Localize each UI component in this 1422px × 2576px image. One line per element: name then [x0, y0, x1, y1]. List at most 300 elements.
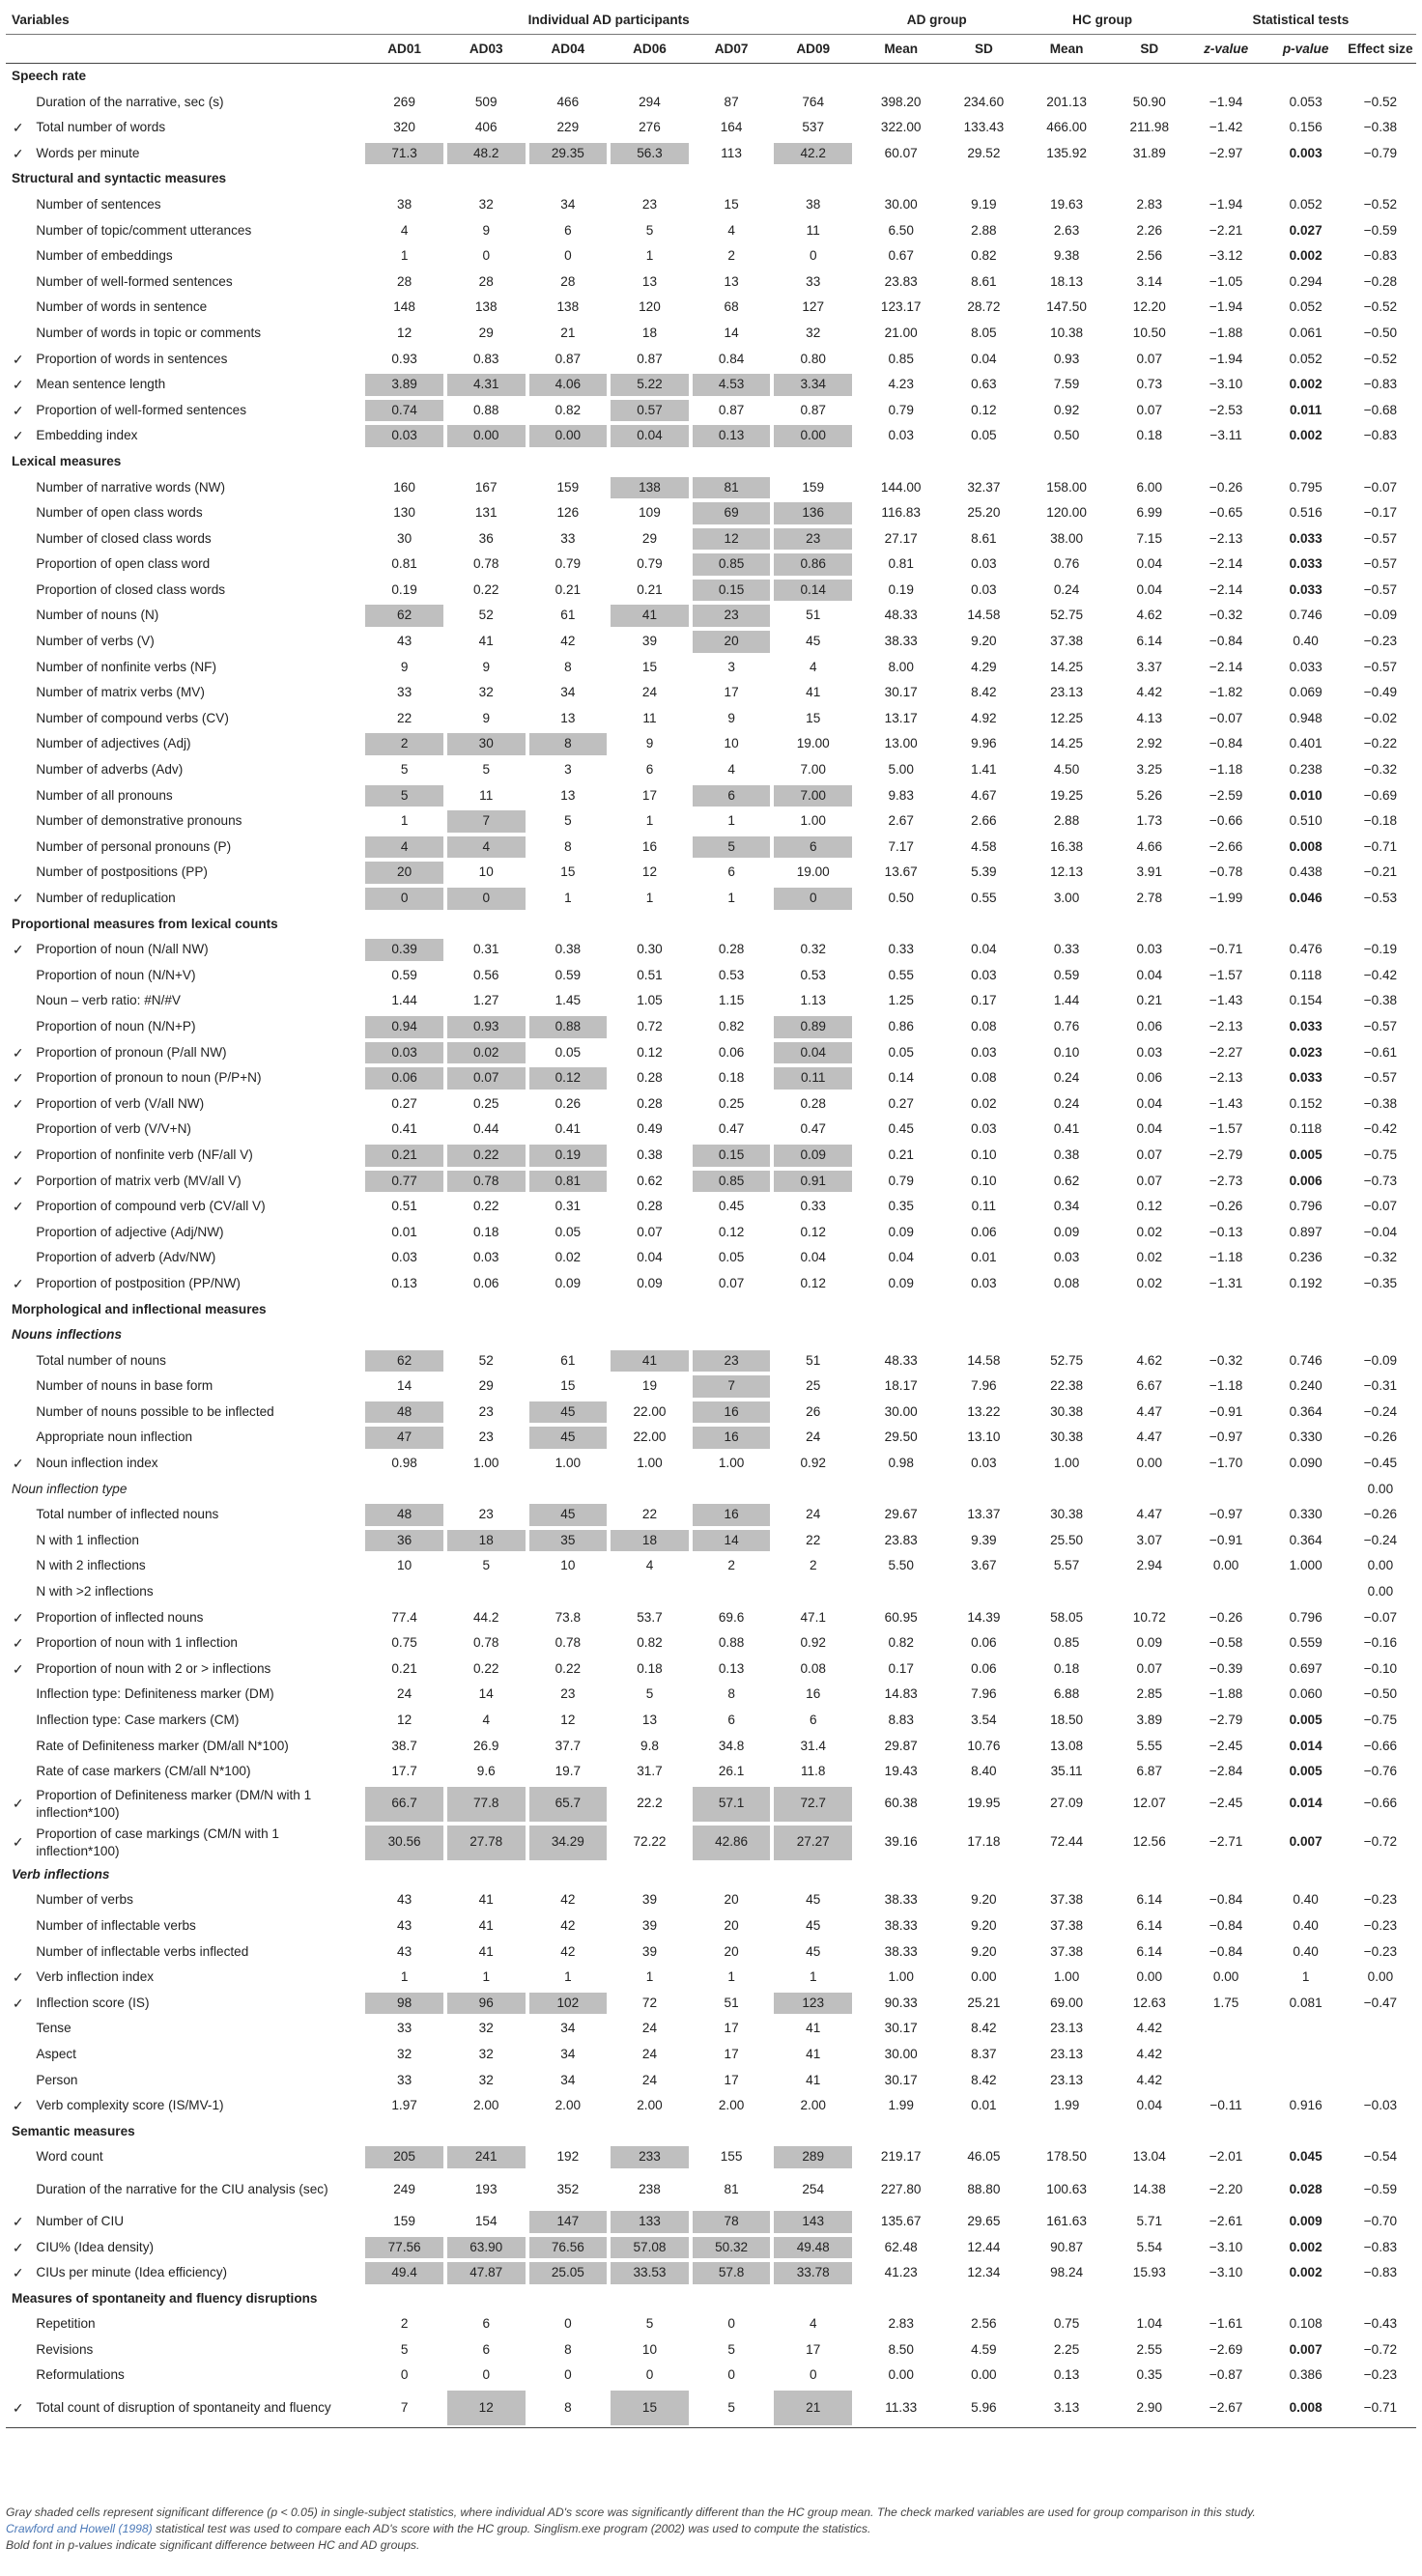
participant-cell: 17 [641, 787, 658, 803]
group-stat-cell: 30.17 [884, 685, 918, 700]
test-stat-cell: 0.002 [1289, 377, 1322, 392]
participant-cell: 30.56 [363, 1824, 445, 1862]
variable-label: CIUs per minute (Idea efficiency) [36, 2265, 228, 2280]
participant-cell: 63.90 [445, 2235, 527, 2261]
participant-cell: 0.31 [555, 1199, 582, 1214]
test-stat-cell: 0.006 [1289, 1173, 1322, 1188]
table-row [6, 835, 1416, 861]
participant-cell: 0.21 [363, 1143, 445, 1169]
test-stat-cell: −0.22 [1363, 736, 1398, 751]
group-stat-cell: 1.00 [1053, 1456, 1080, 1471]
group-stat-cell: 6.67 [1136, 1378, 1163, 1394]
participant-cell: 33 [560, 530, 576, 546]
variable-label: Person [36, 2072, 78, 2087]
subsection-header-row [6, 1322, 1416, 1348]
participant-cell: 34 [560, 2072, 576, 2087]
test-stat-cell: −0.69 [1363, 787, 1398, 803]
test-stat-cell: −0.07 [1363, 479, 1398, 495]
group-stat-cell: 0.06 [971, 1660, 997, 1676]
table-row [6, 963, 1416, 989]
participant-cell: 23 [772, 526, 854, 552]
effect-size-cell: 0.00 [1367, 1481, 1394, 1496]
variable-label: Inflection type: Definiteness marker (DM) [36, 1686, 274, 1702]
check-mark-icon [6, 629, 30, 655]
test-stat-cell: −1.42 [1209, 120, 1243, 135]
test-stat-cell: −0.66 [1363, 1738, 1398, 1753]
participant-cell: 0.93 [391, 351, 417, 366]
participant-cell: 4 [727, 222, 735, 238]
participant-cell: 1.45 [555, 993, 582, 1008]
participant-cell: 1 [564, 1969, 572, 1985]
group-stat-cell: 0.06 [1136, 1070, 1163, 1086]
test-stat-cell: −0.87 [1209, 2367, 1243, 2383]
check-mark-icon: ✓ [12, 942, 24, 958]
group-stat-cell: 29.50 [884, 1430, 918, 1445]
section-header-row [6, 2286, 1416, 2312]
group-stat-cell: 2.25 [1053, 2341, 1080, 2357]
col-header: Effect size [1345, 35, 1416, 64]
participant-cell: 0.87 [718, 402, 745, 417]
participant-cell: 76.56 [527, 2235, 610, 2261]
participant-cell: 69.6 [718, 1609, 745, 1625]
table-row [6, 757, 1416, 783]
group-stat-cell: 0.09 [888, 1224, 914, 1239]
test-stat-cell: −0.72 [1363, 2341, 1398, 2357]
participant-cell: 241 [445, 2144, 527, 2170]
participant-cell: 42 [560, 1892, 576, 1908]
participant-cell: 10 [560, 1558, 576, 1573]
participant-cell: 126 [556, 505, 580, 521]
participant-cell: 0.79 [555, 556, 582, 572]
variable-label: Proportion of inflected nouns [36, 1609, 204, 1625]
participant-cell: 51 [806, 1352, 821, 1368]
table-row [6, 1656, 1416, 1683]
participant-cell: 32 [478, 2072, 494, 2087]
group-stat-cell: 30.00 [884, 196, 918, 212]
variable-label: Tense [36, 2021, 71, 2036]
col-header: z-value [1185, 35, 1267, 64]
group-stat-cell: 52.75 [1050, 1352, 1084, 1368]
participant-cell: 34 [560, 196, 576, 212]
test-stat-cell: −0.26 [1363, 1430, 1398, 1445]
table-row [6, 1502, 1416, 1528]
group-stat-cell: 4.42 [1136, 2072, 1163, 2087]
participant-cell: 56.3 [609, 141, 691, 167]
group-stat-cell: 234.60 [963, 94, 1005, 109]
test-stat-cell: 0.152 [1289, 1095, 1322, 1111]
participant-cell: 77.56 [363, 2235, 445, 2261]
participant-cell: 0.51 [391, 1199, 417, 1214]
group-stat-cell: 0.45 [888, 1121, 914, 1137]
check-mark-icon [6, 218, 30, 244]
participant-cell: 11 [479, 787, 494, 803]
test-stat-cell: −0.26 [1209, 1609, 1243, 1625]
group-stat-cell: 9.20 [971, 1917, 997, 1933]
group-stat-cell: 0.21 [1136, 993, 1163, 1008]
variable-label: Proportion of verb (V/all NW) [36, 1095, 205, 1111]
group-stat-cell: 6.00 [1136, 479, 1163, 495]
participant-cell: 25.05 [527, 2260, 610, 2286]
group-stat-cell: 0.04 [1136, 2098, 1163, 2113]
test-stat-cell: 0.294 [1289, 273, 1322, 289]
participant-cell: 294 [639, 94, 661, 109]
participant-cell: 11.8 [800, 1764, 826, 1779]
col-header: SD [948, 35, 1019, 64]
participant-cell: 14 [478, 1686, 494, 1702]
test-stat-cell: −0.13 [1209, 1224, 1243, 1239]
group-stat-cell: 14.83 [884, 1686, 918, 1702]
variable-label: Number of reduplication [36, 891, 176, 905]
participant-cell: 62 [363, 603, 445, 629]
group-stat-cell: 13.67 [884, 864, 918, 880]
group-stat-cell: 0.18 [1136, 428, 1163, 443]
group-stat-cell: 0.41 [1053, 1121, 1080, 1137]
participant-cell: 138 [609, 475, 691, 501]
group-stat-cell: 3.89 [1136, 1713, 1163, 1727]
check-mark-icon [6, 321, 30, 347]
participant-cell: 38 [397, 196, 412, 212]
participant-cell: 33 [397, 685, 412, 700]
group-stat-cell: 41.23 [884, 2265, 918, 2280]
group-stat-cell: 0.02 [971, 1095, 997, 1111]
participant-cell: 53.7 [637, 1609, 663, 1625]
participant-cell: 16 [806, 1686, 821, 1702]
test-stat-cell: 0.697 [1289, 1660, 1322, 1676]
group-stat-cell: 35.11 [1050, 1764, 1083, 1779]
check-mark-icon [6, 1502, 30, 1528]
participant-cell: 10 [724, 736, 739, 751]
group-stat-cell: 158.00 [1046, 479, 1087, 495]
test-stat-cell: 0.060 [1289, 1686, 1322, 1702]
group-stat-cell: 0.12 [971, 402, 997, 417]
group-stat-cell: 4.59 [971, 2341, 997, 2357]
participant-cell: 0.53 [800, 967, 826, 982]
participant-cell: 0.03 [391, 1250, 417, 1265]
check-mark-icon [6, 603, 30, 629]
participant-cell: 0.51 [637, 967, 663, 982]
test-stat-cell: 0.023 [1289, 1044, 1322, 1060]
test-stat-cell: 0.008 [1289, 838, 1322, 854]
test-stat-cell [1185, 2042, 1267, 2068]
check-mark-icon [6, 1220, 30, 1246]
participant-cell: 15 [609, 2389, 691, 2428]
test-stat-cell: −2.53 [1209, 402, 1243, 417]
test-stat-cell [1345, 2042, 1416, 2068]
table-row [6, 398, 1416, 424]
table-row [6, 1194, 1416, 1220]
participant-cell: 2 [727, 1558, 735, 1573]
test-stat-cell: −0.71 [1209, 942, 1243, 957]
group-stat-cell: 8.42 [971, 2072, 997, 2087]
variable-label: Number of postpositions (PP) [36, 864, 208, 880]
participant-cell: 34 [560, 2046, 576, 2061]
table-row [6, 2337, 1416, 2364]
participant-cell: 0.03 [363, 1040, 445, 1066]
table-row [6, 141, 1416, 167]
test-stat-cell: −0.84 [1209, 736, 1243, 751]
group-stat-cell: 1.00 [1053, 1969, 1080, 1985]
participant-cell: 17.7 [391, 1764, 417, 1779]
participant-cell: 13 [724, 273, 739, 289]
variable-label: Number of matrix verbs (MV) [36, 685, 205, 700]
participant-cell: 12 [691, 526, 773, 552]
test-stat-cell: −0.42 [1363, 967, 1398, 982]
citation-link[interactable]: Crawford and Howell (1998) [6, 2522, 153, 2535]
participant-cell: 42 [560, 1943, 576, 1959]
participant-cell: 30 [445, 731, 527, 757]
participant-cell: 9 [727, 710, 735, 725]
participant-cell: 0 [727, 2316, 735, 2332]
test-stat-cell: −0.57 [1363, 581, 1398, 597]
check-mark-icon: ✓ [12, 1796, 24, 1812]
participant-cell: 0 [809, 2367, 817, 2383]
group-stat-cell: 0.35 [888, 1199, 914, 1214]
participant-cell: 131 [474, 505, 498, 521]
participant-cell: 12 [641, 864, 658, 880]
participant-cell: 19.00 [796, 736, 830, 751]
participant-cell: 20 [363, 860, 445, 886]
participant-cell: 192 [556, 2149, 580, 2165]
test-stat-cell: −2.14 [1209, 581, 1243, 597]
participant-cell: 41 [478, 1917, 494, 1933]
group-stat-cell: 90.33 [884, 1995, 918, 2010]
test-stat-cell: −0.84 [1209, 1917, 1243, 1933]
group-stat-cell: 0.55 [971, 891, 997, 905]
test-stat-cell: 0.118 [1290, 967, 1322, 982]
col-header: AD07 [691, 35, 773, 64]
variable-label: Number of all pronouns [36, 787, 173, 803]
test-stat-cell: −2.67 [1185, 2389, 1267, 2428]
test-stat-cell: −3.10 [1209, 2239, 1243, 2254]
group-stat-cell: 10.50 [1132, 325, 1166, 340]
group-stat-cell: 13.17 [884, 710, 918, 725]
test-stat-cell: 0.052 [1289, 351, 1322, 366]
variable-label: Verb complexity score (IS/MV-1) [36, 2098, 224, 2113]
group-stat-cell: 48.33 [884, 608, 918, 623]
group-stat-cell: 0.07 [1136, 1173, 1163, 1188]
participant-cell: 159 [393, 2213, 415, 2228]
test-stat-cell: 0.156 [1289, 120, 1322, 135]
table-footnotes [6, 2505, 1416, 2554]
group-stat-cell: 0.86 [888, 1018, 914, 1033]
group-stat-cell: 0.04 [1136, 556, 1163, 572]
group-stat-cell: 2.67 [888, 813, 914, 829]
participant-cell: 9 [482, 222, 490, 238]
participant-cell: 14 [691, 1528, 773, 1554]
test-stat-cell: 0.240 [1289, 1378, 1322, 1394]
test-stat-cell [1266, 2068, 1344, 2094]
participant-cell: 43 [397, 634, 412, 649]
check-mark-icon: ✓ [12, 1969, 24, 1986]
participant-cell: 5 [691, 835, 773, 861]
subnote-row [6, 1477, 1416, 1503]
group-stat-cell: 6.50 [888, 222, 914, 238]
footnote-method [6, 2521, 1416, 2537]
variable-label: Total number of inflected nouns [36, 1507, 219, 1522]
footnote-bold: Bold font in p-values indicate significant difference between HC and AD groups. [6, 2538, 420, 2552]
table-row [6, 731, 1416, 757]
group-stat-cell: 3.07 [1136, 1532, 1163, 1547]
participant-cell: 0.09 [555, 1275, 582, 1290]
table-row [6, 578, 1416, 604]
participant-cell: 1 [727, 1969, 735, 1985]
check-mark-icon [6, 1887, 30, 1913]
participant-cell: 0.00 [527, 423, 610, 449]
participant-cell: 0.03 [363, 423, 445, 449]
participant-cell: 0.84 [718, 351, 745, 366]
participant-cell: 0.04 [637, 1250, 663, 1265]
participant-cell: 0.77 [363, 1169, 445, 1195]
table-row [6, 1117, 1416, 1143]
group-stat-cell: 0.09 [888, 1275, 914, 1290]
section-title: Lexical measures [12, 453, 122, 468]
participant-cell: 20 [724, 1943, 739, 1959]
group-stat-cell: 12.07 [1132, 1796, 1166, 1811]
participant-cell: 276 [639, 120, 661, 135]
group-stat-cell: 2.83 [1136, 196, 1163, 212]
participant-cell: 0.21 [637, 581, 663, 597]
variable-label: Number of nouns possible to be inflected [36, 1403, 274, 1419]
participant-cell: 3.34 [772, 372, 854, 398]
participant-cell [445, 1579, 527, 1605]
table-row [6, 1425, 1416, 1451]
check-mark-icon: ✓ [12, 1173, 24, 1189]
test-stat-cell: 0.061 [1289, 325, 1322, 340]
test-stat-cell: 0.014 [1289, 1738, 1322, 1753]
test-stat-cell: −1.88 [1209, 1686, 1243, 1702]
test-stat-cell: −2.27 [1209, 1044, 1243, 1060]
group-stat-cell: 25.50 [1050, 1532, 1084, 1547]
col-header: AD01 [363, 35, 445, 64]
table-row [6, 1553, 1416, 1579]
group-stat-cell: 3.67 [971, 1558, 997, 1573]
variable-label: N with >2 inflections [36, 1584, 154, 1599]
group-stat-cell: 12.25 [1050, 710, 1084, 725]
test-stat-cell: −0.52 [1363, 196, 1398, 212]
test-stat-cell: 0.002 [1289, 2239, 1322, 2254]
test-stat-cell: 0.746 [1289, 1352, 1322, 1368]
table-row [6, 1824, 1416, 1862]
group-stat-cell: 88.80 [967, 2181, 1001, 2196]
group-stat-cell: 0.82 [971, 248, 997, 264]
table-row [6, 1991, 1416, 2017]
participant-cell: 0.19 [391, 581, 417, 597]
subsection-title: Nouns inflections [12, 1327, 123, 1343]
group-stat-cell: 8.61 [971, 530, 997, 546]
participant-cell: 52 [478, 608, 494, 623]
variable-label: Aspect [36, 2046, 76, 2061]
participant-cell: 23 [641, 196, 658, 212]
variable-label: Proportion of nonfinite verb (NF/all V) [36, 1146, 253, 1162]
participant-cell: 34 [560, 685, 576, 700]
test-stat-cell: −0.76 [1363, 1764, 1398, 1779]
group-stat-cell: 21.00 [884, 325, 918, 340]
participant-cell: 44.2 [472, 1609, 499, 1625]
variable-label: Number of open class words [36, 505, 203, 521]
participant-cell: 154 [474, 2213, 498, 2228]
group-stat-cell: 2.88 [971, 222, 997, 238]
test-stat-cell [1266, 1579, 1344, 1605]
test-stat-cell: 0.510 [1289, 813, 1322, 829]
group-stat-cell: 6.14 [1136, 634, 1163, 649]
table-row [6, 680, 1416, 706]
group-stat-cell: 3.54 [971, 1713, 997, 1727]
participant-cell: 9 [400, 659, 409, 674]
participant-cell: 17 [806, 2341, 821, 2357]
table-row [6, 2016, 1416, 2042]
participant-cell: 24 [806, 1430, 821, 1445]
participant-cell: 13 [641, 1713, 658, 1727]
group-stat-cell: 27.09 [1050, 1796, 1084, 1811]
test-stat-cell: −0.07 [1363, 1609, 1398, 1625]
participant-cell: 0.81 [527, 1169, 610, 1195]
participant-cell: 29 [478, 1378, 494, 1394]
participant-cell: 155 [720, 2149, 743, 2165]
participant-cell: 1.00 [800, 813, 826, 829]
participant-cell: 48 [363, 1400, 445, 1426]
participant-cell: 0.12 [800, 1224, 826, 1239]
participant-cell: 159 [802, 479, 825, 495]
group-stat-cell: 6.14 [1136, 1892, 1163, 1908]
check-mark-icon [6, 835, 30, 861]
footnote-method-text: statistical test was used to compare each AD's score with the HC group. Singlism.exe program (2002) was used to compute the statistics. [152, 2522, 871, 2535]
group-stat-cell: 0.04 [1136, 1095, 1163, 1111]
participant-cell: 0.22 [555, 1660, 582, 1676]
table-row [6, 2170, 1416, 2209]
test-stat-cell: −0.32 [1209, 1352, 1243, 1368]
group-stat-cell: 1.73 [1136, 813, 1163, 829]
participant-cell: 0.15 [691, 578, 773, 604]
participant-cell: 29 [641, 530, 658, 546]
participant-cell: 0 [482, 248, 490, 264]
participant-cell: 0.86 [772, 552, 854, 578]
participant-cell: 2.00 [555, 2098, 582, 2113]
participant-cell: 1 [482, 1969, 490, 1985]
table-row [6, 2235, 1416, 2261]
group-stat-cell: 0.03 [971, 1044, 997, 1060]
participant-cell: 0.12 [527, 1065, 610, 1091]
test-stat-cell: 0.033 [1289, 1070, 1322, 1086]
participant-cell: 38 [806, 196, 821, 212]
participant-cell: 42.2 [772, 141, 854, 167]
participant-cell [609, 1579, 691, 1605]
test-stat-cell: 0.00 [1367, 1584, 1394, 1599]
test-stat-cell: −0.07 [1363, 1199, 1398, 1214]
check-mark-icon: ✓ [12, 1456, 24, 1472]
group-stat-cell: 60.95 [884, 1609, 918, 1625]
variable-label: Number of nonfinite verbs (NF) [36, 659, 216, 674]
footnote-shading: Gray shaded cells represent significant difference (p < 0.05) in single-subject statistics, where individual AD's score was significantly different than the HC group mean. The check marked variables are used for group comparison in this study. [6, 2505, 1256, 2519]
group-stat-cell: 144.00 [880, 479, 922, 495]
group-stat-cell: 0.98 [888, 1456, 914, 1471]
test-stat-cell: −1.94 [1209, 196, 1243, 212]
participant-cell: 0.13 [691, 423, 773, 449]
variable-label: Number of well-formed sentences [36, 273, 233, 289]
group-stat-cell: 0.02 [1136, 1224, 1163, 1239]
group-stat-cell: 0.17 [888, 1660, 914, 1676]
group-stat-cell: 0.00 [1136, 1969, 1163, 1985]
table-row [6, 1373, 1416, 1400]
participant-cell: 35 [527, 1528, 610, 1554]
test-stat-cell: 0.118 [1290, 1121, 1322, 1137]
group-stat-cell: 14.38 [1132, 2181, 1166, 2196]
group-stat-cell: 5.57 [1053, 1558, 1080, 1573]
check-mark-icon [6, 680, 30, 706]
test-stat-cell: −0.32 [1209, 608, 1243, 623]
participant-cell: 7 [445, 808, 527, 835]
participant-cell: 4 [645, 1558, 654, 1573]
group-stat-cell: 0.34 [1053, 1199, 1080, 1214]
